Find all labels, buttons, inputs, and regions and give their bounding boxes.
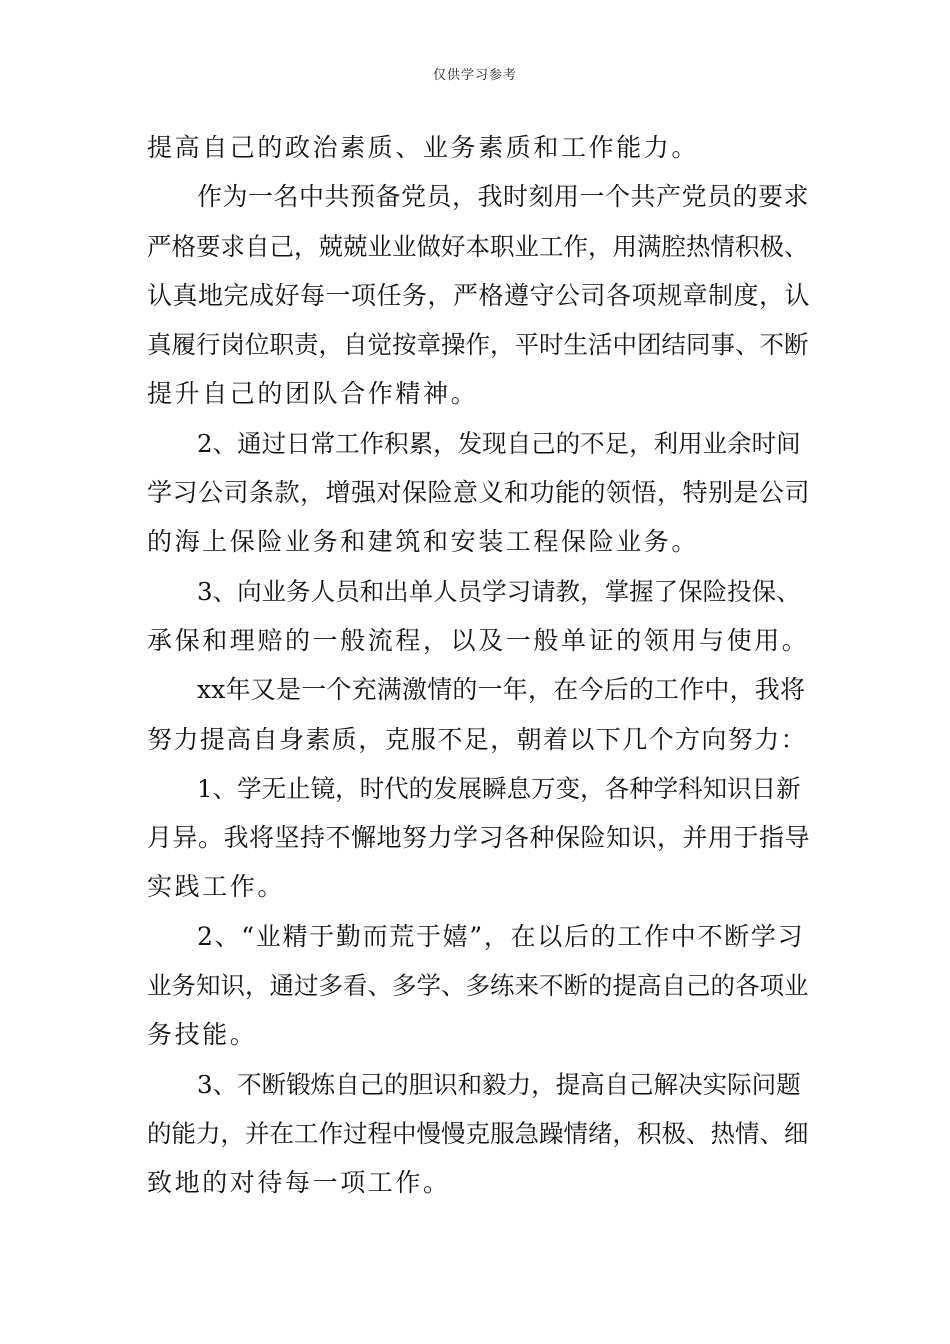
text-line: 3、不断锻炼自己的胆识和毅力，提高自己解决实际问题 bbox=[197, 1069, 801, 1099]
text-line: 承保和理赔的一般流程，以及一般单证的领用与使用。 bbox=[147, 625, 810, 655]
text-line: 认真地完成好每一项任务，严格遵守公司各项规章制度，认 bbox=[147, 280, 811, 310]
text-line: 学习公司条款，增强对保险意义和功能的领悟，特别是公司 bbox=[147, 478, 811, 508]
text-line: 2、通过日常工作积累，发现自己的不足，利用业余时间 bbox=[197, 428, 801, 458]
text-line: 提升自己的团队合作精神。 bbox=[147, 379, 479, 409]
document-body bbox=[147, 128, 810, 1213]
text-line: 务技能。 bbox=[147, 1020, 258, 1050]
text-line: 作为一名中共预备党员，我时刻用一个共产党员的要求 bbox=[197, 182, 810, 212]
text-line: 真履行岗位职责，自觉按章操作，平时生活中团结同事、不断 bbox=[147, 330, 809, 360]
text-line: 实践工作。 bbox=[147, 872, 286, 902]
text-line: 1、学无止镜，时代的发展瞬息万变，各种学科知识日新 bbox=[197, 773, 801, 803]
text-line: 月异。我将坚持不懈地努力学习各种保险知识，并用于指导 bbox=[147, 823, 811, 853]
text-line: 严格要求自己，兢兢业业做好本职业工作，用满腔热情积极、 bbox=[147, 231, 809, 261]
text-line: 提高自己的政治素质、业务素质和工作能力。 bbox=[147, 133, 700, 162]
text-line: 3、向业务人员和出单人员学习请教，掌握了保险投保、 bbox=[197, 576, 801, 606]
text-line: 努力提高自身素质，克服不足，朝着以下几个方向努力： bbox=[147, 724, 808, 754]
page-header: 仅供学习参考 bbox=[432, 68, 517, 83]
text-line: xx年又是一个充满激情的一年，在今后的工作中，我将 bbox=[197, 675, 806, 705]
text-line: 的能力，并在工作过程中慢慢克服急躁情绪，积极、热情、细 bbox=[147, 1118, 809, 1148]
text-line: 致地的对待每一项工作。 bbox=[147, 1168, 451, 1198]
text-line: 的海上保险业务和建筑和安装工程保险业务。 bbox=[147, 527, 700, 557]
text-line: 业务知识，通过多看、多学、多练来不断的提高自己的各项业 bbox=[147, 971, 809, 1001]
text-line: 2、“业精于勤而荒于嬉”，在以后的工作中不断学习 bbox=[197, 921, 805, 951]
